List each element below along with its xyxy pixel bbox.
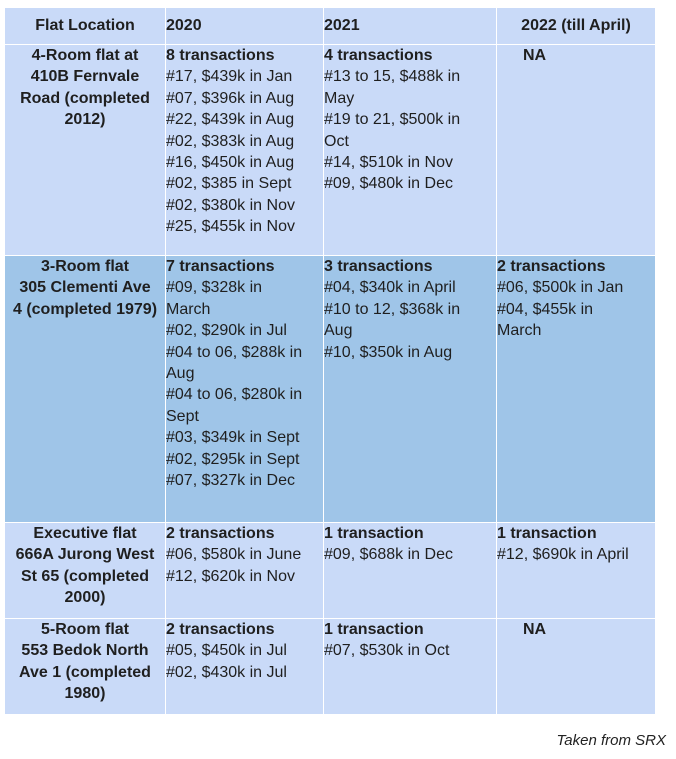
transaction-line: #17, $439k in Jan xyxy=(166,68,293,86)
transactions-table xyxy=(4,7,656,715)
transaction-line: #04, $455k in xyxy=(497,300,594,318)
flat-location-cell xyxy=(5,523,166,619)
transaction-line: #05, $450k in Jul xyxy=(166,642,287,660)
table-row xyxy=(5,45,656,256)
transactions-cell xyxy=(324,256,497,523)
table-row xyxy=(5,256,656,523)
transaction-line: #10, $350k in Aug xyxy=(324,343,453,361)
transaction-line: #09, $480k in Dec xyxy=(324,175,453,193)
transaction-line: #22, $439k in Aug xyxy=(166,111,295,129)
transaction-line: #02, $295k in Sept xyxy=(166,450,300,468)
transaction-count: NA xyxy=(523,47,547,64)
flat-location-cell xyxy=(5,256,166,523)
transaction-line: #04 to 06, $280k in xyxy=(166,386,303,404)
transaction-line: Aug xyxy=(166,365,195,383)
transaction-line: #07, $530k in Oct xyxy=(324,642,450,660)
transaction-line: May xyxy=(324,89,355,107)
transaction-count: NA xyxy=(523,621,547,638)
transaction-line: March xyxy=(166,300,211,318)
flat-location-line: 2012) xyxy=(64,111,106,129)
transaction-line: Sept xyxy=(166,407,199,425)
flat-location-line: Ave 1 (completed xyxy=(19,663,151,681)
flat-location-line: 553 Bedok North xyxy=(21,642,149,660)
transactions-cell xyxy=(497,256,656,523)
transactions-cell xyxy=(166,45,324,256)
transaction-line: #03, $349k in Sept xyxy=(166,429,300,447)
transaction-count: 3 transactions xyxy=(324,258,433,275)
flat-location-line: 1980) xyxy=(64,685,106,703)
transactions-cell xyxy=(324,45,497,256)
transactions-cell xyxy=(166,523,324,619)
transactions-cell xyxy=(497,619,656,715)
transaction-line: #06, $500k in Jan xyxy=(497,279,624,297)
transaction-line: #04, $340k in April xyxy=(324,279,456,297)
transaction-line: #13 to 15, $488k in xyxy=(324,68,461,86)
header-2020: 2020 xyxy=(166,8,324,45)
flat-location-line: 3-Room flat xyxy=(41,258,129,275)
transaction-count: 2 transactions xyxy=(497,258,606,275)
transaction-line: #09, $688k in Dec xyxy=(324,546,453,564)
transaction-line: #07, $327k in Dec xyxy=(166,472,295,490)
flat-location-line: 2000) xyxy=(64,589,106,607)
transactions-cell xyxy=(166,619,324,715)
transaction-line: #07, $396k in Aug xyxy=(166,89,295,107)
transaction-count: 8 transactions xyxy=(166,47,275,64)
flat-location-cell xyxy=(5,45,166,256)
transactions-cell xyxy=(324,619,497,715)
transaction-line: #12, $620k in Nov xyxy=(166,567,295,585)
transaction-line: #14, $510k in Nov xyxy=(324,154,453,172)
transaction-line: #02, $380k in Nov xyxy=(166,196,295,214)
transaction-line: Aug xyxy=(324,322,353,340)
transaction-line: #25, $455k in Nov xyxy=(166,218,295,236)
transactions-cell xyxy=(166,256,324,523)
header-2022: 2022 (till April) xyxy=(497,8,656,45)
source-caption: Taken from SRX xyxy=(556,732,666,749)
transaction-count: 1 transaction xyxy=(324,621,424,638)
flat-location-line: St 65 (completed xyxy=(20,567,150,585)
transaction-line: #02, $430k in Jul xyxy=(166,663,287,681)
transaction-line: #10 to 12, $368k in xyxy=(324,300,461,318)
flat-location-cell xyxy=(5,619,166,715)
transaction-line: #02, $383k in Aug xyxy=(166,132,295,150)
transaction-line: #09, $328k in xyxy=(166,279,263,297)
transaction-count: 2 transactions xyxy=(166,621,275,638)
transaction-count: 7 transactions xyxy=(166,258,275,275)
transaction-line: March xyxy=(497,322,542,340)
transaction-line: #02, $385 in Sept xyxy=(166,175,292,193)
flat-location-line: 305 Clementi Ave xyxy=(19,279,151,297)
flat-location-line: 410B Fernvale xyxy=(30,68,140,86)
transaction-count: 1 transaction xyxy=(497,525,597,542)
table-row xyxy=(5,619,656,715)
transaction-count: 2 transactions xyxy=(166,525,275,542)
transactions-cell xyxy=(497,45,656,256)
flat-location-line: 5-Room flat xyxy=(41,621,129,638)
table-row xyxy=(5,523,656,619)
transactions-cell xyxy=(324,523,497,619)
header-2021: 2021 xyxy=(324,8,497,45)
flat-location-line: 4 (completed 1979) xyxy=(12,300,158,318)
transaction-line: #12, $690k in April xyxy=(497,546,629,564)
transaction-line: Oct xyxy=(324,132,349,150)
transaction-line: #02, $290k in Jul xyxy=(166,322,287,340)
flat-location-line: 4-Room flat at xyxy=(31,47,139,64)
transaction-line: #04 to 06, $288k in xyxy=(166,343,303,361)
flat-location-line: Executive flat xyxy=(33,525,137,542)
header-flat-location: Flat Location xyxy=(5,8,166,45)
transaction-line: #19 to 21, $500k in xyxy=(324,111,461,129)
transaction-count: 1 transaction xyxy=(324,525,424,542)
transaction-count: 4 transactions xyxy=(324,47,433,64)
flat-location-line: 666A Jurong West xyxy=(15,546,155,564)
transaction-line: #06, $580k in June xyxy=(166,546,302,564)
transaction-line: #16, $450k in Aug xyxy=(166,154,295,172)
flat-location-line: Road (completed xyxy=(20,89,150,107)
header-row xyxy=(5,8,656,45)
transactions-cell xyxy=(497,523,656,619)
